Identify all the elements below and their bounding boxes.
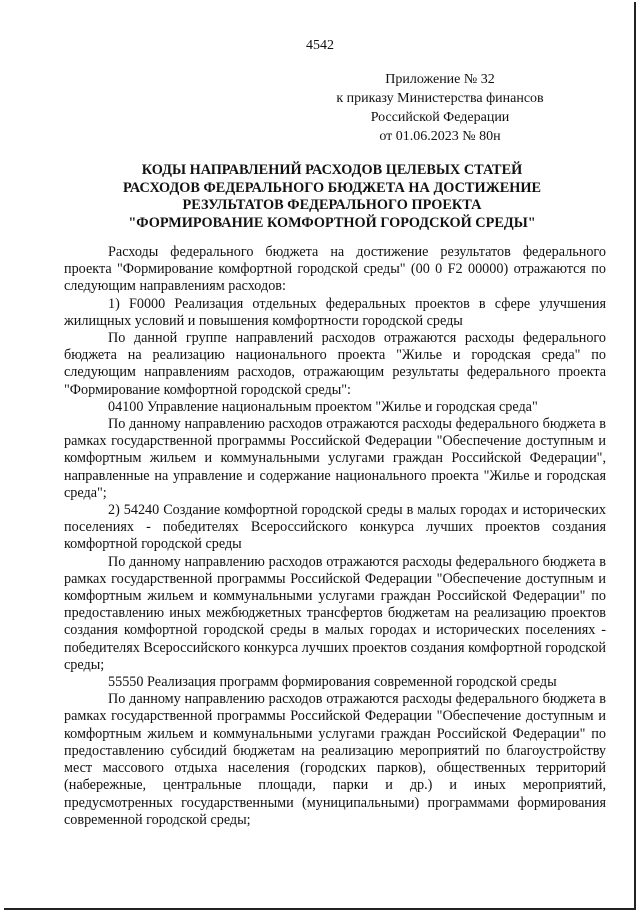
- appendix-line: Российской Федерации: [370, 110, 510, 125]
- paragraph-item-1: 1) F0000 Реализация отдельных федеральных проектов в сфере улучшения жилищных условий и повышения комфортности городской среды: [64, 295, 606, 329]
- appendix-line: от 01.06.2023 № 80н: [379, 129, 501, 144]
- paragraph-item-2: 2) 54240 Создание комфортной городской среды в малых городах и исторических поселениях - победителях Всероссийского конкурса лучших проектов создания комфортной городской среды: [64, 502, 606, 553]
- title-line: РАСХОДОВ ФЕДЕРАЛЬНОГО БЮДЖЕТА НА ДОСТИЖЕНИЕ: [122, 179, 542, 196]
- title-line: "ФОРМИРОВАНИЕ КОМФОРТНОЙ ГОРОДСКОЙ СРЕДЫ": [128, 214, 536, 231]
- paragraph-description: По данному направлению расходов отражаются расходы федерального бюджета в рамках государственной программы Российской Федерации "Обеспечение доступным и комфортным жильем и коммунальными услугами граждан Российской Федерации", направленные на управление и содержание национального проекта "Жилье и городская среда";: [64, 416, 606, 501]
- document-title: [60, 162, 604, 232]
- document-body: [64, 244, 606, 829]
- paragraph-code-04100: 04100 Управление национальным проектом "Жилье и городская среда": [108, 398, 538, 415]
- paragraph-code-55550: 55550 Реализация программ формирования современной городской среды: [108, 674, 557, 691]
- title-line: РЕЗУЛЬТАТОВ ФЕДЕРАЛЬНОГО ПРОЕКТА: [182, 197, 482, 213]
- paragraph-description: По данному направлению расходов отражаются расходы федерального бюджета в рамках государственной программы Российской Федерации "Обеспечение доступным и комфортным жильем и коммунальными услугами граждан Российской Федерации" по предоставлению субсидий бюджетам на реализацию мероприятий по благоустройству мест массового отдыха населения (городских парков), общественных территорий (набережные, центральные площади, парки и др.) и иных мероприятий, предусмотренных государственными (муниципальными) программами формирования современной городской среды;: [64, 691, 606, 828]
- appendix-block: [300, 70, 580, 146]
- page-number: 4542: [306, 38, 334, 53]
- appendix-line: Приложение № 32: [385, 72, 495, 87]
- paragraph-intro: Расходы федерального бюджета на достижение результатов федерального проекта "Формирование комфортной городской среды" (00 0 F2 00000) отражаются по следующим направлениям расходов:: [64, 244, 606, 295]
- paragraph-description: По данному направлению расходов отражаются расходы федерального бюджета в рамках государственной программы Российской Федерации "Обеспечение доступным и комфортным жильем и коммунальными услугами граждан Российской Федерации" по предоставлению иных межбюджетных трансфертов бюджетам на реализацию проектов создания комфортной городской среды в малых городах и исторических поселениях - победителях Всероссийского конкурса лучших проектов создания комфортной городской среды;: [64, 553, 606, 673]
- paragraph-description: По данной группе направлений расходов отражаются расходы федерального бюджета на реализацию национального проекта "Жилье и городская среда" по следующим направлениям расходов, отражающим результаты федерального проекта "Формирование комфортной городской среды":: [64, 330, 606, 398]
- appendix-line: к приказу Министерства финансов: [336, 91, 544, 106]
- title-line: КОДЫ НАПРАВЛЕНИЙ РАСХОДОВ ЦЕЛЕВЫХ СТАТЕЙ: [141, 162, 523, 178]
